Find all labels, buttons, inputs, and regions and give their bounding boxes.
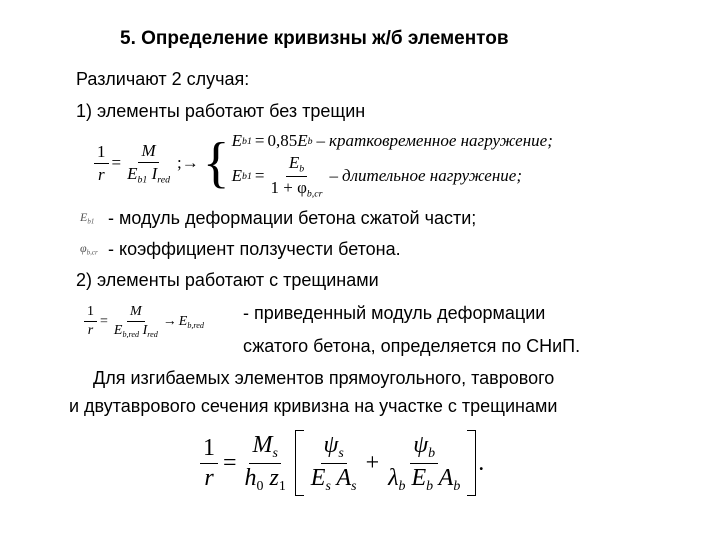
intro-text: Различают 2 случая: — [76, 69, 250, 89]
fraction-one-over-r: $\frac{1}{r}$ — [94, 142, 109, 185]
symbol-phi: $\varphi_{b,cr}$ — [80, 241, 98, 257]
formula-curvature-main: $\frac{1}{r}$ = $\frac{M_s}{h_0 z_1}$ $\frac{\psi_s}{E_s A_s}$ + $\frac{\psi_b}{\lambda_b E_b A_b}$ . — [200, 430, 484, 496]
formula-curvature-cracked: $\frac{1}{r}$ = $\frac{M}{E_{b,red} I_{red}}$ → $E_{b,red}$ — [84, 304, 204, 339]
long-term-modulus-row: E b1 = $\frac{E_b}{1 + \varphi_{b,cr}}$ – длительное нагружение; — [231, 153, 522, 199]
system-brace: { — [202, 132, 230, 194]
case2-heading: 2) элементы работают с трещинами — [76, 270, 379, 290]
page-title: 5. Определение кривизны ж/б элементов — [120, 28, 509, 49]
formula-curvature-uncracked: $\frac{1}{r}$ = $\frac{M}{E_{b1} I_{red}}$ ;→ { E b1 = 0,85 E b – кратковременное нагружение; E b1 = $\frac{E_b}{1 + \varphi_{b,cr}}$ – длительное нагружение; — [94, 128, 553, 198]
case1-heading: 1) элементы работают без трещин — [76, 101, 366, 121]
paragraph-line1: Для изгибаемых элементов прямоугольного, таврового — [93, 368, 555, 388]
short-term-modulus-row: E b1 = 0,85 E b – кратковременное нагружение; — [231, 131, 553, 150]
symbol-eb1: $E_{b1}$ — [80, 210, 95, 226]
paragraph-line2: и двутаврового сечения кривизна на участке с трещинами — [69, 396, 558, 416]
left-bracket — [295, 430, 304, 496]
definition-ebred-line2: сжатого бетона, определяется по СНиП. — [243, 336, 581, 356]
definition-ebred-line1: - приведенный модуль деформации — [243, 303, 546, 323]
definition-phi: - коэффициент ползучести бетона. — [108, 239, 401, 259]
right-bracket — [467, 430, 476, 496]
fraction-m-over-ei: $\frac{M}{E_{b1} I_{red}}$ — [127, 140, 171, 186]
definition-eb1: - модуль деформации бетона сжатой части; — [108, 208, 477, 228]
